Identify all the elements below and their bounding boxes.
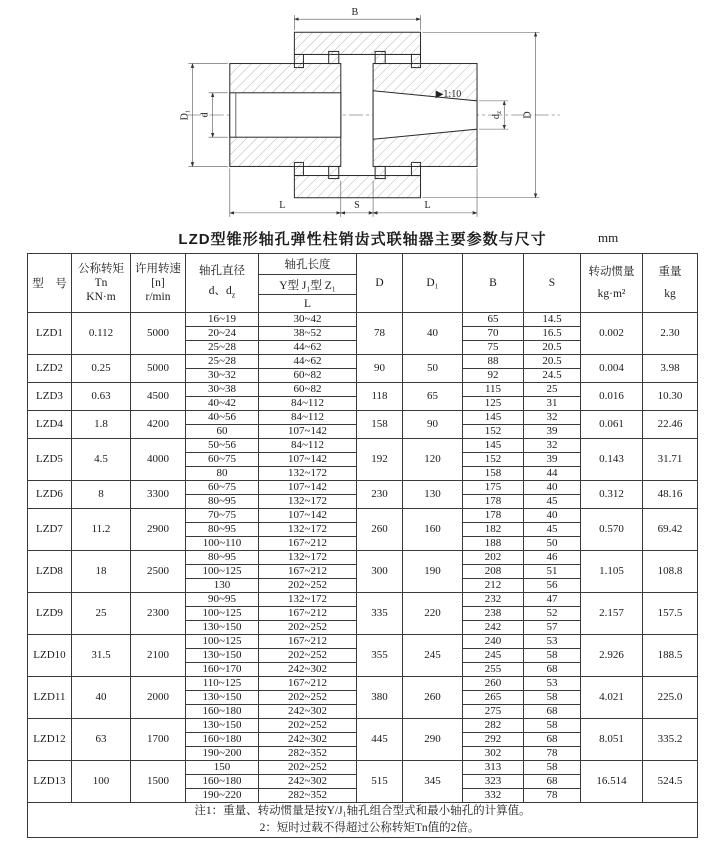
hub-right xyxy=(373,51,477,178)
cell-B: 202 xyxy=(463,551,524,565)
cell-model: LZD1 xyxy=(28,313,72,355)
cell-bore-length: 107~142 xyxy=(259,453,357,467)
cell-B: 282 xyxy=(463,719,524,733)
col-header-speed xyxy=(131,254,186,313)
cell-bore-diameter: 30~38 xyxy=(186,383,259,397)
cell-inertia: 0.570 xyxy=(581,509,643,551)
cell-bore-diameter: 90~95 xyxy=(186,593,259,607)
col-header-torque xyxy=(72,254,131,313)
cell-model: LZD3 xyxy=(28,383,72,411)
cell-S: 68 xyxy=(524,733,581,747)
cell-bore-diameter: 25~28 xyxy=(186,341,259,355)
cell-S: 68 xyxy=(524,705,581,719)
note-line-1: 注1：重量、转动惯量是按Y/J₁轴孔组合型式和最小轴孔的计算值。 xyxy=(194,805,531,817)
cell-bore-diameter: 100~125 xyxy=(186,565,259,579)
cell-bore-length: 242~302 xyxy=(259,663,357,677)
cell-S: 53 xyxy=(524,635,581,649)
cell-model: LZD7 xyxy=(28,509,72,551)
taper-annotation: ▶1:10 xyxy=(435,88,462,100)
cell-bore-diameter: 190~200 xyxy=(186,747,259,761)
col-header-model: 型 号 xyxy=(28,254,72,313)
cell-bore-length: 202~252 xyxy=(259,621,357,635)
cell-speed: 5000 xyxy=(131,355,186,383)
cell-weight: 22.46 xyxy=(643,411,698,439)
dimension-L-left-label: L xyxy=(279,199,286,211)
col-header-bore-length: 轴孔长度 xyxy=(259,254,357,275)
cell-S: 57 xyxy=(524,621,581,635)
cell-torque: 40 xyxy=(72,677,131,719)
cell-S: 51 xyxy=(524,565,581,579)
cell-speed: 4000 xyxy=(131,439,186,481)
cell-B: 70 xyxy=(463,327,524,341)
cell-D1: 120 xyxy=(403,439,463,481)
cell-bore-length: 242~302 xyxy=(259,733,357,747)
col-header-bore-length-L: L xyxy=(259,295,357,313)
cell-B: 208 xyxy=(463,565,524,579)
cell-bore-length: 167~212 xyxy=(259,607,357,621)
cell-torque: 31.5 xyxy=(72,635,131,677)
page-title: LZD型锥形轴孔弹性柱销齿式联轴器主要参数与尺寸 xyxy=(178,231,547,248)
cell-S: 53 xyxy=(524,677,581,691)
cell-B: 323 xyxy=(463,775,524,789)
cell-B: 125 xyxy=(463,397,524,411)
cell-bore-length: 132~172 xyxy=(259,495,357,509)
inertia-header-line: 转动惯量 xyxy=(588,266,635,278)
cell-B: 175 xyxy=(463,481,524,495)
col-header-weight xyxy=(643,254,698,313)
cell-model: LZD11 xyxy=(28,677,72,719)
cell-bore-diameter: 130~150 xyxy=(186,621,259,635)
cell-bore-diameter: 160~170 xyxy=(186,663,259,677)
cell-model: LZD12 xyxy=(28,719,72,761)
cell-bore-diameter: 130~150 xyxy=(186,719,259,733)
cell-B: 238 xyxy=(463,607,524,621)
cell-inertia: 0.143 xyxy=(581,439,643,481)
table-footer xyxy=(28,803,698,838)
cell-S: 24.5 xyxy=(524,369,581,383)
cell-model: LZD8 xyxy=(28,551,72,593)
dimension-dz-label: $d_z$ xyxy=(491,110,504,120)
cell-speed: 1700 xyxy=(131,719,186,761)
cell-S: 40 xyxy=(524,509,581,523)
cell-B: 65 xyxy=(463,313,524,327)
cell-D1: 130 xyxy=(403,481,463,509)
cell-bore-diameter: 130 xyxy=(186,579,259,593)
cell-S: 31 xyxy=(524,397,581,411)
cell-B: 115 xyxy=(463,383,524,397)
cell-B: 313 xyxy=(463,761,524,775)
cell-bore-diameter: 80 xyxy=(186,467,259,481)
cell-B: 152 xyxy=(463,425,524,439)
cell-bore-length: 84~112 xyxy=(259,397,357,411)
cell-weight: 31.71 xyxy=(643,439,698,481)
cell-bore-length: 44~62 xyxy=(259,341,357,355)
cell-bore-length: 60~82 xyxy=(259,383,357,397)
dimension-D1-label: D₁ xyxy=(179,109,191,121)
cell-B: 275 xyxy=(463,705,524,719)
speed-header-line: [n] xyxy=(151,277,165,289)
cell-torque: 4.5 xyxy=(72,439,131,481)
cell-bore-diameter: 20~24 xyxy=(186,327,259,341)
cell-speed: 2300 xyxy=(131,593,186,635)
col-header-D1: D₁ xyxy=(403,254,463,313)
weight-header-line: 重量 xyxy=(658,266,682,278)
cell-B: 332 xyxy=(463,789,524,803)
cell-bore-length: 44~62 xyxy=(259,355,357,369)
cell-model: LZD2 xyxy=(28,355,72,383)
dimension-B-label: B xyxy=(351,7,359,19)
cell-S: 20.5 xyxy=(524,341,581,355)
cell-S: 58 xyxy=(524,691,581,705)
cell-D1: 290 xyxy=(403,719,463,761)
cell-inertia: 0.002 xyxy=(581,313,643,355)
cell-S: 32 xyxy=(524,439,581,453)
cell-bore-diameter: 40~42 xyxy=(186,397,259,411)
cell-S: 39 xyxy=(524,453,581,467)
cell-weight: 2.30 xyxy=(643,313,698,355)
cell-bore-diameter: 25~28 xyxy=(186,355,259,369)
cell-D: 355 xyxy=(357,635,403,677)
cell-S: 52 xyxy=(524,607,581,621)
cell-bore-length: 167~212 xyxy=(259,565,357,579)
cell-B: 178 xyxy=(463,495,524,509)
cell-bore-length: 132~172 xyxy=(259,467,357,481)
note-line-2: 2：短时过载不得超过公称转矩Tn值的2倍。 xyxy=(259,822,480,834)
cell-D: 380 xyxy=(357,677,403,719)
cell-D1: 160 xyxy=(403,509,463,551)
cell-S: 68 xyxy=(524,775,581,789)
cell-D1: 65 xyxy=(403,383,463,411)
cell-inertia: 2.926 xyxy=(581,635,643,677)
cell-D1: 50 xyxy=(403,355,463,383)
cell-S: 25 xyxy=(524,383,581,397)
cell-torque: 0.63 xyxy=(72,383,131,411)
sleeve-bottom xyxy=(294,162,420,197)
table-row xyxy=(28,719,698,733)
cell-S: 45 xyxy=(524,523,581,537)
cell-bore-diameter: 100~125 xyxy=(186,635,259,649)
cell-weight: 108.8 xyxy=(643,551,698,593)
cell-inertia: 0.061 xyxy=(581,411,643,439)
cell-inertia: 4.021 xyxy=(581,677,643,719)
table-row xyxy=(28,481,698,495)
col-header-bore-diameter xyxy=(186,254,259,313)
cell-B: 182 xyxy=(463,523,524,537)
dimension-L-right-label: L xyxy=(424,199,431,211)
cell-bore-diameter: 150 xyxy=(186,761,259,775)
cell-weight: 225.0 xyxy=(643,677,698,719)
cell-bore-length: 167~212 xyxy=(259,537,357,551)
cell-D: 118 xyxy=(357,383,403,411)
cell-B: 145 xyxy=(463,439,524,453)
cell-weight: 335.2 xyxy=(643,719,698,761)
cell-bore-length: 132~172 xyxy=(259,593,357,607)
cell-bore-diameter: 80~95 xyxy=(186,523,259,537)
cell-bore-length: 84~112 xyxy=(259,411,357,425)
cell-S: 20.5 xyxy=(524,355,581,369)
cell-D: 515 xyxy=(357,761,403,803)
cell-bore-diameter: 60~75 xyxy=(186,453,259,467)
cell-bore-diameter: 50~56 xyxy=(186,439,259,453)
cell-S: 58 xyxy=(524,761,581,775)
torque-header-line: KN·m xyxy=(86,291,116,303)
sleeve-top xyxy=(294,32,420,67)
cell-S: 50 xyxy=(524,537,581,551)
cell-weight: 48.16 xyxy=(643,481,698,509)
cell-model: LZD10 xyxy=(28,635,72,677)
cell-bore-length: 202~252 xyxy=(259,691,357,705)
table-row xyxy=(28,593,698,607)
table-row xyxy=(28,509,698,523)
dimension-S-label: S xyxy=(354,199,360,211)
cell-torque: 0.112 xyxy=(72,313,131,355)
cell-B: 75 xyxy=(463,341,524,355)
cell-bore-length: 30~42 xyxy=(259,313,357,327)
dimension-D-label: D xyxy=(522,111,534,119)
cell-bore-diameter: 100~125 xyxy=(186,607,259,621)
table-row xyxy=(28,313,698,327)
col-header-D: D xyxy=(357,254,403,313)
cell-torque: 63 xyxy=(72,719,131,761)
cell-bore-diameter: 80~95 xyxy=(186,495,259,509)
cell-D1: 190 xyxy=(403,551,463,593)
cell-bore-diameter: 160~180 xyxy=(186,775,259,789)
cell-torque: 8 xyxy=(72,481,131,509)
cell-bore-length: 242~302 xyxy=(259,775,357,789)
cell-D1: 220 xyxy=(403,593,463,635)
cell-B: 260 xyxy=(463,677,524,691)
table-row xyxy=(28,355,698,369)
torque-header-line: Tn xyxy=(94,277,108,289)
cell-model: LZD6 xyxy=(28,481,72,509)
col-header-inertia xyxy=(581,254,643,313)
table-header xyxy=(28,254,698,313)
col-header-B: B xyxy=(463,254,524,313)
cell-model: LZD5 xyxy=(28,439,72,481)
cell-bore-length: 242~302 xyxy=(259,705,357,719)
cell-bore-diameter: 80~95 xyxy=(186,551,259,565)
cell-D: 445 xyxy=(357,719,403,761)
cell-S: 46 xyxy=(524,551,581,565)
cell-weight: 69.42 xyxy=(643,509,698,551)
bore-diameter-header-text: 轴孔直径 xyxy=(199,264,245,277)
cell-torque: 100 xyxy=(72,761,131,803)
cell-speed: 2900 xyxy=(131,509,186,551)
cell-inertia: 0.312 xyxy=(581,481,643,509)
cell-S: 78 xyxy=(524,789,581,803)
table-row xyxy=(28,383,698,397)
cell-bore-diameter: 130~150 xyxy=(186,649,259,663)
cell-speed: 1500 xyxy=(131,761,186,803)
cell-S: 39 xyxy=(524,425,581,439)
cell-B: 212 xyxy=(463,579,524,593)
cell-inertia: 2.157 xyxy=(581,593,643,635)
cell-bore-length: 202~252 xyxy=(259,761,357,775)
cell-D: 90 xyxy=(357,355,403,383)
cell-bore-length: 38~52 xyxy=(259,327,357,341)
cell-B: 92 xyxy=(463,369,524,383)
speed-header-line: r/min xyxy=(145,291,171,303)
cell-bore-diameter: 160~180 xyxy=(186,733,259,747)
cell-model: LZD9 xyxy=(28,593,72,635)
cell-S: 68 xyxy=(524,663,581,677)
cell-bore-length: 282~352 xyxy=(259,789,357,803)
speed-header-line: 许用转速 xyxy=(135,263,181,275)
cell-weight: 3.98 xyxy=(643,355,698,383)
cell-S: 45 xyxy=(524,495,581,509)
coupling-section-drawing xyxy=(128,4,598,226)
cell-D1: 90 xyxy=(403,411,463,439)
cell-bore-length: 132~172 xyxy=(259,551,357,565)
cell-B: 242 xyxy=(463,621,524,635)
cell-inertia: 0.004 xyxy=(581,355,643,383)
cell-inertia: 8.051 xyxy=(581,719,643,761)
table-row xyxy=(28,551,698,565)
cell-bore-length: 202~252 xyxy=(259,719,357,733)
cell-speed: 2500 xyxy=(131,551,186,593)
cell-speed: 3300 xyxy=(131,481,186,509)
cell-B: 145 xyxy=(463,411,524,425)
cell-B: 255 xyxy=(463,663,524,677)
torque-header-line: 公称转矩 xyxy=(78,263,124,275)
cell-D1: 260 xyxy=(403,677,463,719)
cell-bore-diameter: 130~150 xyxy=(186,691,259,705)
cell-bore-length: 167~212 xyxy=(259,677,357,691)
cell-torque: 25 xyxy=(72,593,131,635)
unit-label: mm xyxy=(598,230,619,245)
cell-speed: 2000 xyxy=(131,677,186,719)
table-row xyxy=(28,677,698,691)
dimension-d-label: d xyxy=(199,112,211,118)
cell-weight: 157.5 xyxy=(643,593,698,635)
cell-D: 335 xyxy=(357,593,403,635)
col-header-S: S xyxy=(524,254,581,313)
cell-bore-length: 60~82 xyxy=(259,369,357,383)
cell-S: 78 xyxy=(524,747,581,761)
cell-S: 47 xyxy=(524,593,581,607)
coupling-drawing-svg xyxy=(128,4,598,226)
cell-D1: 40 xyxy=(403,313,463,355)
cell-bore-diameter: 70~75 xyxy=(186,509,259,523)
cell-bore-diameter: 100~110 xyxy=(186,537,259,551)
inertia-header-line: kg·m² xyxy=(597,288,626,300)
cell-bore-diameter: 60 xyxy=(186,425,259,439)
cell-bore-diameter: 16~19 xyxy=(186,313,259,327)
cell-speed: 4200 xyxy=(131,411,186,439)
cell-bore-diameter: 60~75 xyxy=(186,481,259,495)
cell-speed: 5000 xyxy=(131,313,186,355)
cell-D: 300 xyxy=(357,551,403,593)
cell-S: 58 xyxy=(524,649,581,663)
table-row xyxy=(28,761,698,775)
cell-bore-length: 167~212 xyxy=(259,635,357,649)
cell-torque: 1.8 xyxy=(72,411,131,439)
notes-cell xyxy=(28,803,698,838)
cell-weight: 188.5 xyxy=(643,635,698,677)
col-header-bore-length-types: Y型 J₁型 Z₁ xyxy=(259,275,357,295)
cell-B: 188 xyxy=(463,537,524,551)
cell-model: LZD4 xyxy=(28,411,72,439)
cell-B: 88 xyxy=(463,355,524,369)
table-row xyxy=(28,411,698,425)
cell-S: 44 xyxy=(524,467,581,481)
cell-D1: 345 xyxy=(403,761,463,803)
cell-model: LZD13 xyxy=(28,761,72,803)
parameters-table xyxy=(27,253,698,838)
cell-inertia: 1.105 xyxy=(581,551,643,593)
cell-D: 192 xyxy=(357,439,403,481)
cell-S: 56 xyxy=(524,579,581,593)
cell-bore-length: 202~252 xyxy=(259,579,357,593)
cell-bore-length: 107~142 xyxy=(259,509,357,523)
cell-weight: 524.5 xyxy=(643,761,698,803)
table-row xyxy=(28,635,698,649)
cell-B: 232 xyxy=(463,593,524,607)
cell-D: 230 xyxy=(357,481,403,509)
cell-B: 178 xyxy=(463,509,524,523)
cell-torque: 11.2 xyxy=(72,509,131,551)
cell-bore-diameter: 160~180 xyxy=(186,705,259,719)
weight-header-line: kg xyxy=(664,288,676,300)
cell-D: 78 xyxy=(357,313,403,355)
cell-B: 245 xyxy=(463,649,524,663)
cell-S: 14.5 xyxy=(524,313,581,327)
title-row xyxy=(0,228,725,250)
cell-bore-length: 107~142 xyxy=(259,481,357,495)
cell-bore-diameter: 190~220 xyxy=(186,789,259,803)
cell-B: 240 xyxy=(463,635,524,649)
cell-D1: 245 xyxy=(403,635,463,677)
table-row xyxy=(28,439,698,453)
cell-weight: 10.30 xyxy=(643,383,698,411)
cell-S: 40 xyxy=(524,481,581,495)
table-body xyxy=(28,313,698,803)
cell-inertia: 16.514 xyxy=(581,761,643,803)
cell-torque: 0.25 xyxy=(72,355,131,383)
cell-S: 16.5 xyxy=(524,327,581,341)
cell-bore-diameter: 30~32 xyxy=(186,369,259,383)
cell-bore-length: 107~142 xyxy=(259,425,357,439)
cell-inertia: 0.016 xyxy=(581,383,643,411)
cell-S: 32 xyxy=(524,411,581,425)
cell-B: 302 xyxy=(463,747,524,761)
hub-left xyxy=(230,51,341,178)
cell-B: 292 xyxy=(463,733,524,747)
cell-bore-length: 132~172 xyxy=(259,523,357,537)
cell-B: 265 xyxy=(463,691,524,705)
cell-torque: 18 xyxy=(72,551,131,593)
cell-bore-diameter: 110~125 xyxy=(186,677,259,691)
cell-bore-diameter: 40~56 xyxy=(186,411,259,425)
cell-bore-length: 202~252 xyxy=(259,649,357,663)
cell-speed: 2100 xyxy=(131,635,186,677)
bore-diameter-header-symbol: d、$d_z$ xyxy=(208,285,236,300)
cell-S: 58 xyxy=(524,719,581,733)
cell-bore-length: 282~352 xyxy=(259,747,357,761)
cell-B: 158 xyxy=(463,467,524,481)
cell-D: 260 xyxy=(357,509,403,551)
cell-speed: 4500 xyxy=(131,383,186,411)
cell-D: 158 xyxy=(357,411,403,439)
cell-B: 152 xyxy=(463,453,524,467)
cell-bore-length: 84~112 xyxy=(259,439,357,453)
